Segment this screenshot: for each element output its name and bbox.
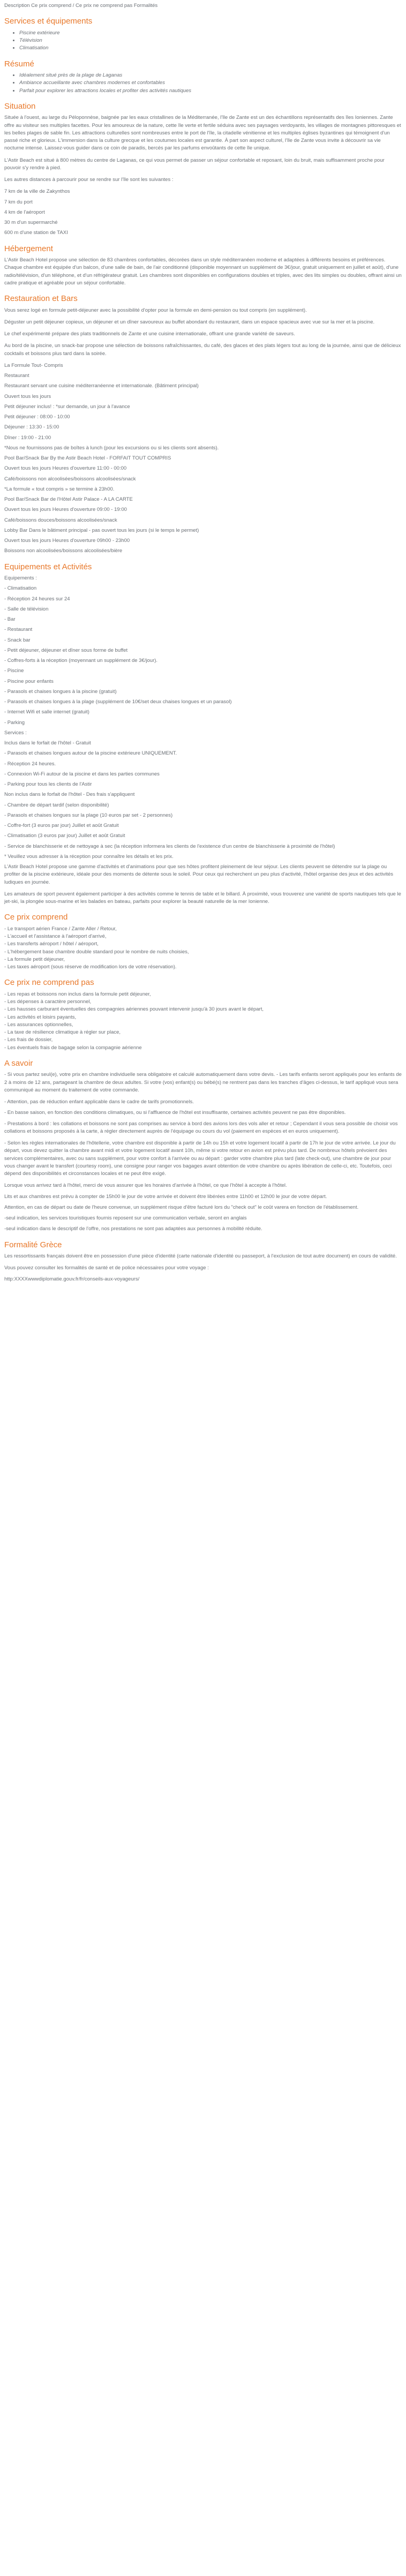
a-savoir-paragraph: -seul indication, les services touristiques fournis reposent sur une communication verbale, seront en anglais	[4, 1215, 247, 1221]
equipements-line: Inclus dans le forfait de l'hôtel - Gratuit	[4, 740, 91, 746]
restauration-line: Petit déjeuner inclus! : *sur demande, un jour à l'avance	[4, 403, 130, 410]
ne-comprend-item: - La taxe de résilience climatique à régler sur place,	[4, 1029, 402, 1036]
a-savoir-title: A savoir	[4, 1058, 33, 1068]
a-savoir-paragraph: Attention, en cas de départ ou date de l'heure convenue, un supplément risque d'être facturé lors du "check out" le coût varera en fonction de l'établissement.	[4, 1204, 359, 1210]
restauration-line: Restaurant	[4, 373, 29, 379]
equipements-paragraph: L'Astir Beach Hotel propose une gamme d'activités et d'animations pour que ses hôtes profitent pleinement de leur séjour. Les clients peuvent se détendre sur la plage ou profiter de la piscine extérieure, idéale pour des moments de détente sous le soleil. Pour ceux qui recherchent un peu plus d'activité, l'hôtel organise des jeux et des activités ludiques en journée.	[4, 864, 394, 885]
restauration-paragraph: Vous serez logé en formule petit-déjeuner avec la possibilité d'opter pour la formule en demi-pension ou tout compris (en supplément).	[4, 307, 307, 313]
services-title: Services et équipements	[4, 17, 93, 26]
equipements-line: Services :	[4, 729, 27, 736]
resume-item: • Idéalement situé près de la plage de Laganas	[19, 72, 402, 79]
equipements-line: - Parasols et chaises longues sur la plage (10 euros par set - 2 personnes)	[4, 812, 173, 818]
distance-item: 7 km du port	[4, 199, 33, 205]
ne-comprend-item: - Les dépenses à caractère personnel,	[4, 998, 402, 1006]
page-breadcrumb: Description Ce prix comprend / Ce prix ne comprend pas Formalités	[4, 3, 158, 9]
a-savoir-paragraph: - Attention, pas de réduction enfant applicable dans le cadre de tarifs promotionnels.	[4, 1099, 194, 1105]
equipements-line: - Coffres-forts à la réception (moyennant un supplément de 3€/jour).	[4, 658, 158, 664]
restauration-title: Restauration et Bars	[4, 294, 78, 303]
restauration-line: Pool Bar/Snack Bar By the Astir Beach Hotel - FORFAIT TOUT COMPRIS	[4, 455, 171, 461]
a-savoir-paragraph: - Prestations à bord : les collations et boissons ne sont pas comprises au service à bord des avions lors des vols aller et retour ; Cependant il vous sera possible de choisir vos collations et boissons proposés à la carte, à régler directement auprès de l'équipage ou cours du vol (paiement en espèces et en euros uniquement).	[4, 1120, 398, 1134]
comprend-item: - Le transport aérien France / Zante Aller / Retour,	[4, 925, 402, 933]
restauration-line: Café/boissons douces/boissons alcoolisées/snack	[4, 517, 117, 523]
restauration-line: Pool Bar/Snack Bar de l'Hôtel Astir Palace - A LA CARTE	[4, 496, 133, 502]
equipements-lines	[4, 575, 402, 861]
ne-comprend-item: - Les hausses carburant éventuelles des compagnies aériennes pouvant intervenir jusqu'à 30 jours avant le départ,	[4, 1006, 402, 1013]
restauration-line: Ouvert tous les jours Heures d'ouverture 09h00 - 23h00	[4, 538, 130, 544]
distance-item: 600 m d'une station de TAXI	[4, 230, 68, 236]
equipements-line: - Salle de télévision	[4, 606, 49, 612]
restauration-line: Petit déjeuner : 08:00 - 10:00	[4, 414, 70, 420]
equipements-line: Equipements :	[4, 575, 37, 581]
equipements-line: - Restaurant	[4, 627, 33, 633]
comprend-item: - La formule petit déjeuner,	[4, 956, 402, 963]
ne-comprend-item: - Les frais de dossier,	[4, 1036, 402, 1044]
formalite-title: Formalité Grèce	[4, 1240, 62, 1249]
restauration-line: Ouvert tous les jours	[4, 393, 51, 400]
hebergement-paragraph: L'Astir Beach Hotel propose une sélection de 83 chambres confortables, décorées dans un style méditerranéen moderne et adaptées à différents besoins et préférences. Chaque chambre est équipée d'un balcon, d'une salle de bain, de l'air conditionné (disponible moyennant un supplément de 3€/jour, gratuit uniquement en juillet et août), d'une radio/télévision, d'un téléphone, et d'un réfrigérateur gratuit. Les chambres sont disponibles en configurations doubles et triples, avec des lits simples ou doubles, offrant ainsi un cadre pratique et agréable pour un séjour confortable.	[4, 257, 402, 286]
ne-comprend-item: - Les éventuels frais de bagage selon la compagnie aérienne	[4, 1044, 402, 1052]
equipements-line: - Coffre-fort (3 euros par jour) Juillet et août Gratuit	[4, 823, 119, 828]
resume-item: • Ambiance accueillante avec chambres modernes et confortables	[19, 79, 402, 87]
equipements-line: - Service de blanchisserie et de nettoyage à sec (la réception informera les clients de l'existence d'un centre de blanchisserie à proximité de l'hôtel)	[4, 843, 335, 849]
equipements-line: - Parking pour tous les clients de l'Astir	[4, 781, 92, 787]
comprend-item: - L'accueil et l'assistance à l'aéroport d'arrivé,	[4, 933, 402, 940]
hebergement-title: Hébergement	[4, 244, 53, 253]
distance-item: 7 km de la ville de Zakynthos	[4, 189, 70, 195]
distance-item: 4 km de l'aéroport	[4, 209, 45, 215]
equipements-paragraph: Les amateurs de sport peuvent également participer à des activités comme le tennis de table et le billard. À proximité, vous trouverez une variété de sports nautiques tels que le jet-ski, la plongée sous-marine et les balades en bateau, parfaits pour explorer la beauté naturelle de la mer Ionienne.	[4, 891, 401, 905]
equipements-line: Non inclus dans le forfait de l'hôtel - Des frais s'appliquent	[4, 792, 135, 798]
equipements-line: - Petit déjeuner, déjeuner et dîner sous forme de buffet	[4, 647, 128, 653]
equipements-title: Equipements et Activités	[4, 562, 92, 571]
restauration-line: Ouvert tous les jours Heures d'ouverture 11:00 - 00:00	[4, 465, 127, 472]
ne-comprend-title: Ce prix ne comprend pas	[4, 978, 94, 988]
situation-paragraph: Les autres distances à parcourir pour se rendre sur l'île sont les suivantes :	[4, 177, 174, 183]
situation-title: Situation	[4, 101, 36, 111]
ne-comprend-list	[4, 991, 402, 1052]
situation-paragraph: L'Astir Beach est situé à 800 mètres du centre de Laganas, ce qui vous permet de passer un séjour confortable et reposant, loin du bruit, mais suffisamment proche pour pouvoir s'y rendre à pied.	[4, 157, 385, 171]
equipements-line: - Parasols et chaises longues à la piscine (gratuit)	[4, 688, 117, 695]
services-item: • Piscine extérieure	[19, 29, 402, 37]
a-savoir-paragraph: - En basse saison, en fonction des conditions climatiques, ou si l'affluence de l'hôtel est insuffisante, certaines activités peuvent ne pas être disponibles.	[4, 1110, 346, 1116]
restauration-line: Dîner : 19:00 - 21:00	[4, 434, 51, 441]
comprend-title: Ce prix comprend	[4, 913, 68, 922]
restauration-lines	[4, 362, 402, 555]
restauration-line: Café/boissons non alcoolisées/boissons alcoolisées/snack	[4, 476, 136, 482]
restauration-line: Restaurant servant une cuisine méditerranéenne et internationale. (Bâtiment principal)	[4, 383, 199, 389]
restauration-line: Boissons non alcoolisées/boissons alcoolisées/bière	[4, 548, 123, 554]
a-savoir-paragraph: - Selon les règles internationales de l'hôtellerie, votre chambre est disponible à partir de 14h ou 15h et votre logement locatif à partir de 17h le jour de votre arrivée. Le jour du départ, vous devez quitter la chambre avant midi et votre logement locatif avant 10h, même si votre retour en avion est prévu plus tard. De nombreux hôtels prévoient des services complémentaires, avec ou sans supplément, pour votre confort à l'arrivée ou au départ : garder votre chambre plus tard (late check-out), une chambre de jour pour vous changer avant le transfert (courtesy room), une consigne pour ranger vos bagages avant obtention de votre chambre ou après libération de celle-ci, etc. Toutefois, ceci dépend des disponibilités et circonstances locales et ne peut être exigé.	[4, 1140, 396, 1177]
formalite-paragraph: Les ressortissants français doivent être en possession d'une pièce d'identité (carte nationale d'identité ou passeport, à l'exclusion de tout autre document) en cours de validité.	[4, 1253, 397, 1259]
equipements-line: - Bar	[4, 616, 16, 622]
restauration-line: *La formule « tout compris » se termine à 23h00.	[4, 486, 115, 492]
restauration-line: *Nous ne fournissons pas de boîtes à lunch (pour les excursions ou si les clients sont absents).	[4, 445, 219, 451]
distance-list	[4, 188, 402, 237]
resume-item: • Parfait pour explorer les attractions locales et profiter des activités nautiques	[19, 87, 402, 95]
a-savoir-paragraph: Lits et aux chambres est prévu à compter de 15h00 le jour de votre arrivée et doivent être libérées entre 11h00 et 12h00 le jour de votre départ.	[4, 1193, 327, 1200]
services-list	[4, 29, 402, 52]
equipements-line: - Connexion Wi-Fi autour de la piscine et dans les parties communes	[4, 771, 160, 777]
ne-comprend-item: - Les repas et boissons non inclus dans la formule petit déjeuner,	[4, 991, 402, 998]
equipements-line: - Snack bar	[4, 637, 31, 643]
equipements-line: * Veuillez vous adresser à la réception pour connaître les détails et les prix.	[4, 853, 174, 860]
restauration-line: La Formule Tout- Compris	[4, 362, 63, 368]
services-item: • Climatisation	[19, 44, 402, 52]
formalite-link[interactable]: http:XXXXwwwdiplomatie.gouv.fr/fr/conseils-aux-voyageurs/	[4, 1276, 140, 1282]
comprend-item: - Les taxes aéroport (sous réserve de modification lors de votre réservation).	[4, 963, 402, 971]
equipements-line: - Parasols et chaises longues autour de la piscine extérieure UNIQUEMENT.	[4, 750, 177, 757]
resume-list	[4, 72, 402, 95]
restauration-line: Déjeuner : 13:30 - 15:00	[4, 424, 59, 431]
restauration-line: Ouvert tous les jours Heures d'ouverture 09:00 - 19:00	[4, 507, 127, 513]
restauration-paragraph: Le chef expérimenté prépare des plats traditionnels de Zante et une cuisine internationale, offrant une grande variété de saveurs.	[4, 331, 295, 337]
a-savoir-paragraph: -seul indication dans le descriptif de l'offre, nos prestations ne sont pas adaptées aux personnes à mobilité réduite.	[4, 1226, 262, 1232]
equipements-line: - Réception 24 heures.	[4, 760, 56, 767]
equipements-line: - Chambre de départ tardif (selon disponibilité)	[4, 802, 109, 808]
ne-comprend-item: - Les activités et loisirs payants,	[4, 1014, 402, 1021]
comprend-item: - L'hébergement base chambre double standard pour le nombre de nuits choisies,	[4, 948, 402, 956]
equipements-line: - Réception 24 heures sur 24	[4, 596, 70, 602]
formalite-paragraph: Vous pouvez consulter les formalités de santé et de police nécessaires pour votre voyage :	[4, 1265, 209, 1271]
resume-title: Résumé	[4, 59, 34, 69]
services-item: • Télévision	[19, 37, 402, 44]
restauration-line: Lobby Bar Dans le bâtiment principal - pas ouvert tous les jours (si le temps le permet)	[4, 527, 199, 533]
situation-paragraph: Située à l'ouest, au large du Péloponnèse, baignée par les eaux cristallines de la Méditerranée, l'île de Zante est un des échantillons représentatifs des îles Ioniennes. Zante offre au visiteur ses multiples facettes. Pour les amoureux de la nature, cette île verte et fertile séduira avec ses paysages verdoyants, les villages de montagnes pittoresques et les belles plages de sable fin. Les attractions culturelles sont nombreuses entre le port de l'île, la citadelle vénitienne et les multiples églises byzantines qui témoignent d'un passé riche et glorieux. L'immersion dans la culture grecque et les coutumes locales est garantie. À part son aspect culturel, l'île de Zante vous invite à découvrir sa vie nocturne intense. Laissez-vous guider dans ce coin de paradis, bercés par les parfums envoûtants de cette île unique.	[4, 115, 401, 152]
equipements-line: - Parasols et chaises longues à la plage (supplément de 10€/set deux chaises longues et un parasol)	[4, 699, 232, 705]
equipements-line: - Climatisation (3 euros par jour) Juillet et août Gratuit	[4, 833, 125, 839]
comprend-item: - Les transferts aéroport / hôtel / aéroport,	[4, 940, 402, 948]
equipements-line: - Piscine pour enfants	[4, 678, 54, 684]
distance-item: 30 m d'un supermarché	[4, 220, 58, 225]
equipements-line: - Internet Wifi et salle internet (gratuit)	[4, 709, 89, 715]
a-savoir-paragraph: - Si vous partez seul(e), votre prix en chambre individuelle sera obligatoire et calculé automatiquement dans votre devis. - Les tarifs enfants seront appliqués pour les enfants de 2 à moins de 12 ans, partageant la chambre de deux adultes. Si votre (vos) enfant(s) ou bébé(s) ne rentrent pas dans les tranches d'âges ci-dessus, le tarif appliqué vous sera communiqué au moment du traitement de votre commande.	[4, 1072, 402, 1093]
restauration-paragraph: Déguster un petit déjeuner copieux, un déjeuner et un dîner savoureux au buffet abondant du restaurant, dans un espace spacieux avec vue sur la mer et la piscine.	[4, 319, 375, 325]
comprend-list	[4, 925, 402, 971]
a-savoir-paragraph: Lorsque vous arrivez tard à l'hôtel, merci de vous assurer que les horaires d'arrivée à l'hôtel, ce que l'hôtel à accepte à l'hôtel.	[4, 1182, 287, 1189]
restauration-paragraph: Au bord de la piscine, un snack-bar propose une sélection de boissons rafraîchissantes, du café, des glaces et des plats légers tout au long de la journée, ainsi que de délicieux cocktails et boissons plus tard dans la soirée.	[4, 343, 401, 357]
equipements-line: - Parking	[4, 719, 25, 726]
ne-comprend-item: - Les assurances optionnelles,	[4, 1021, 402, 1029]
equipements-line: - Piscine	[4, 668, 24, 674]
equipements-line: - Climatisation	[4, 585, 37, 592]
